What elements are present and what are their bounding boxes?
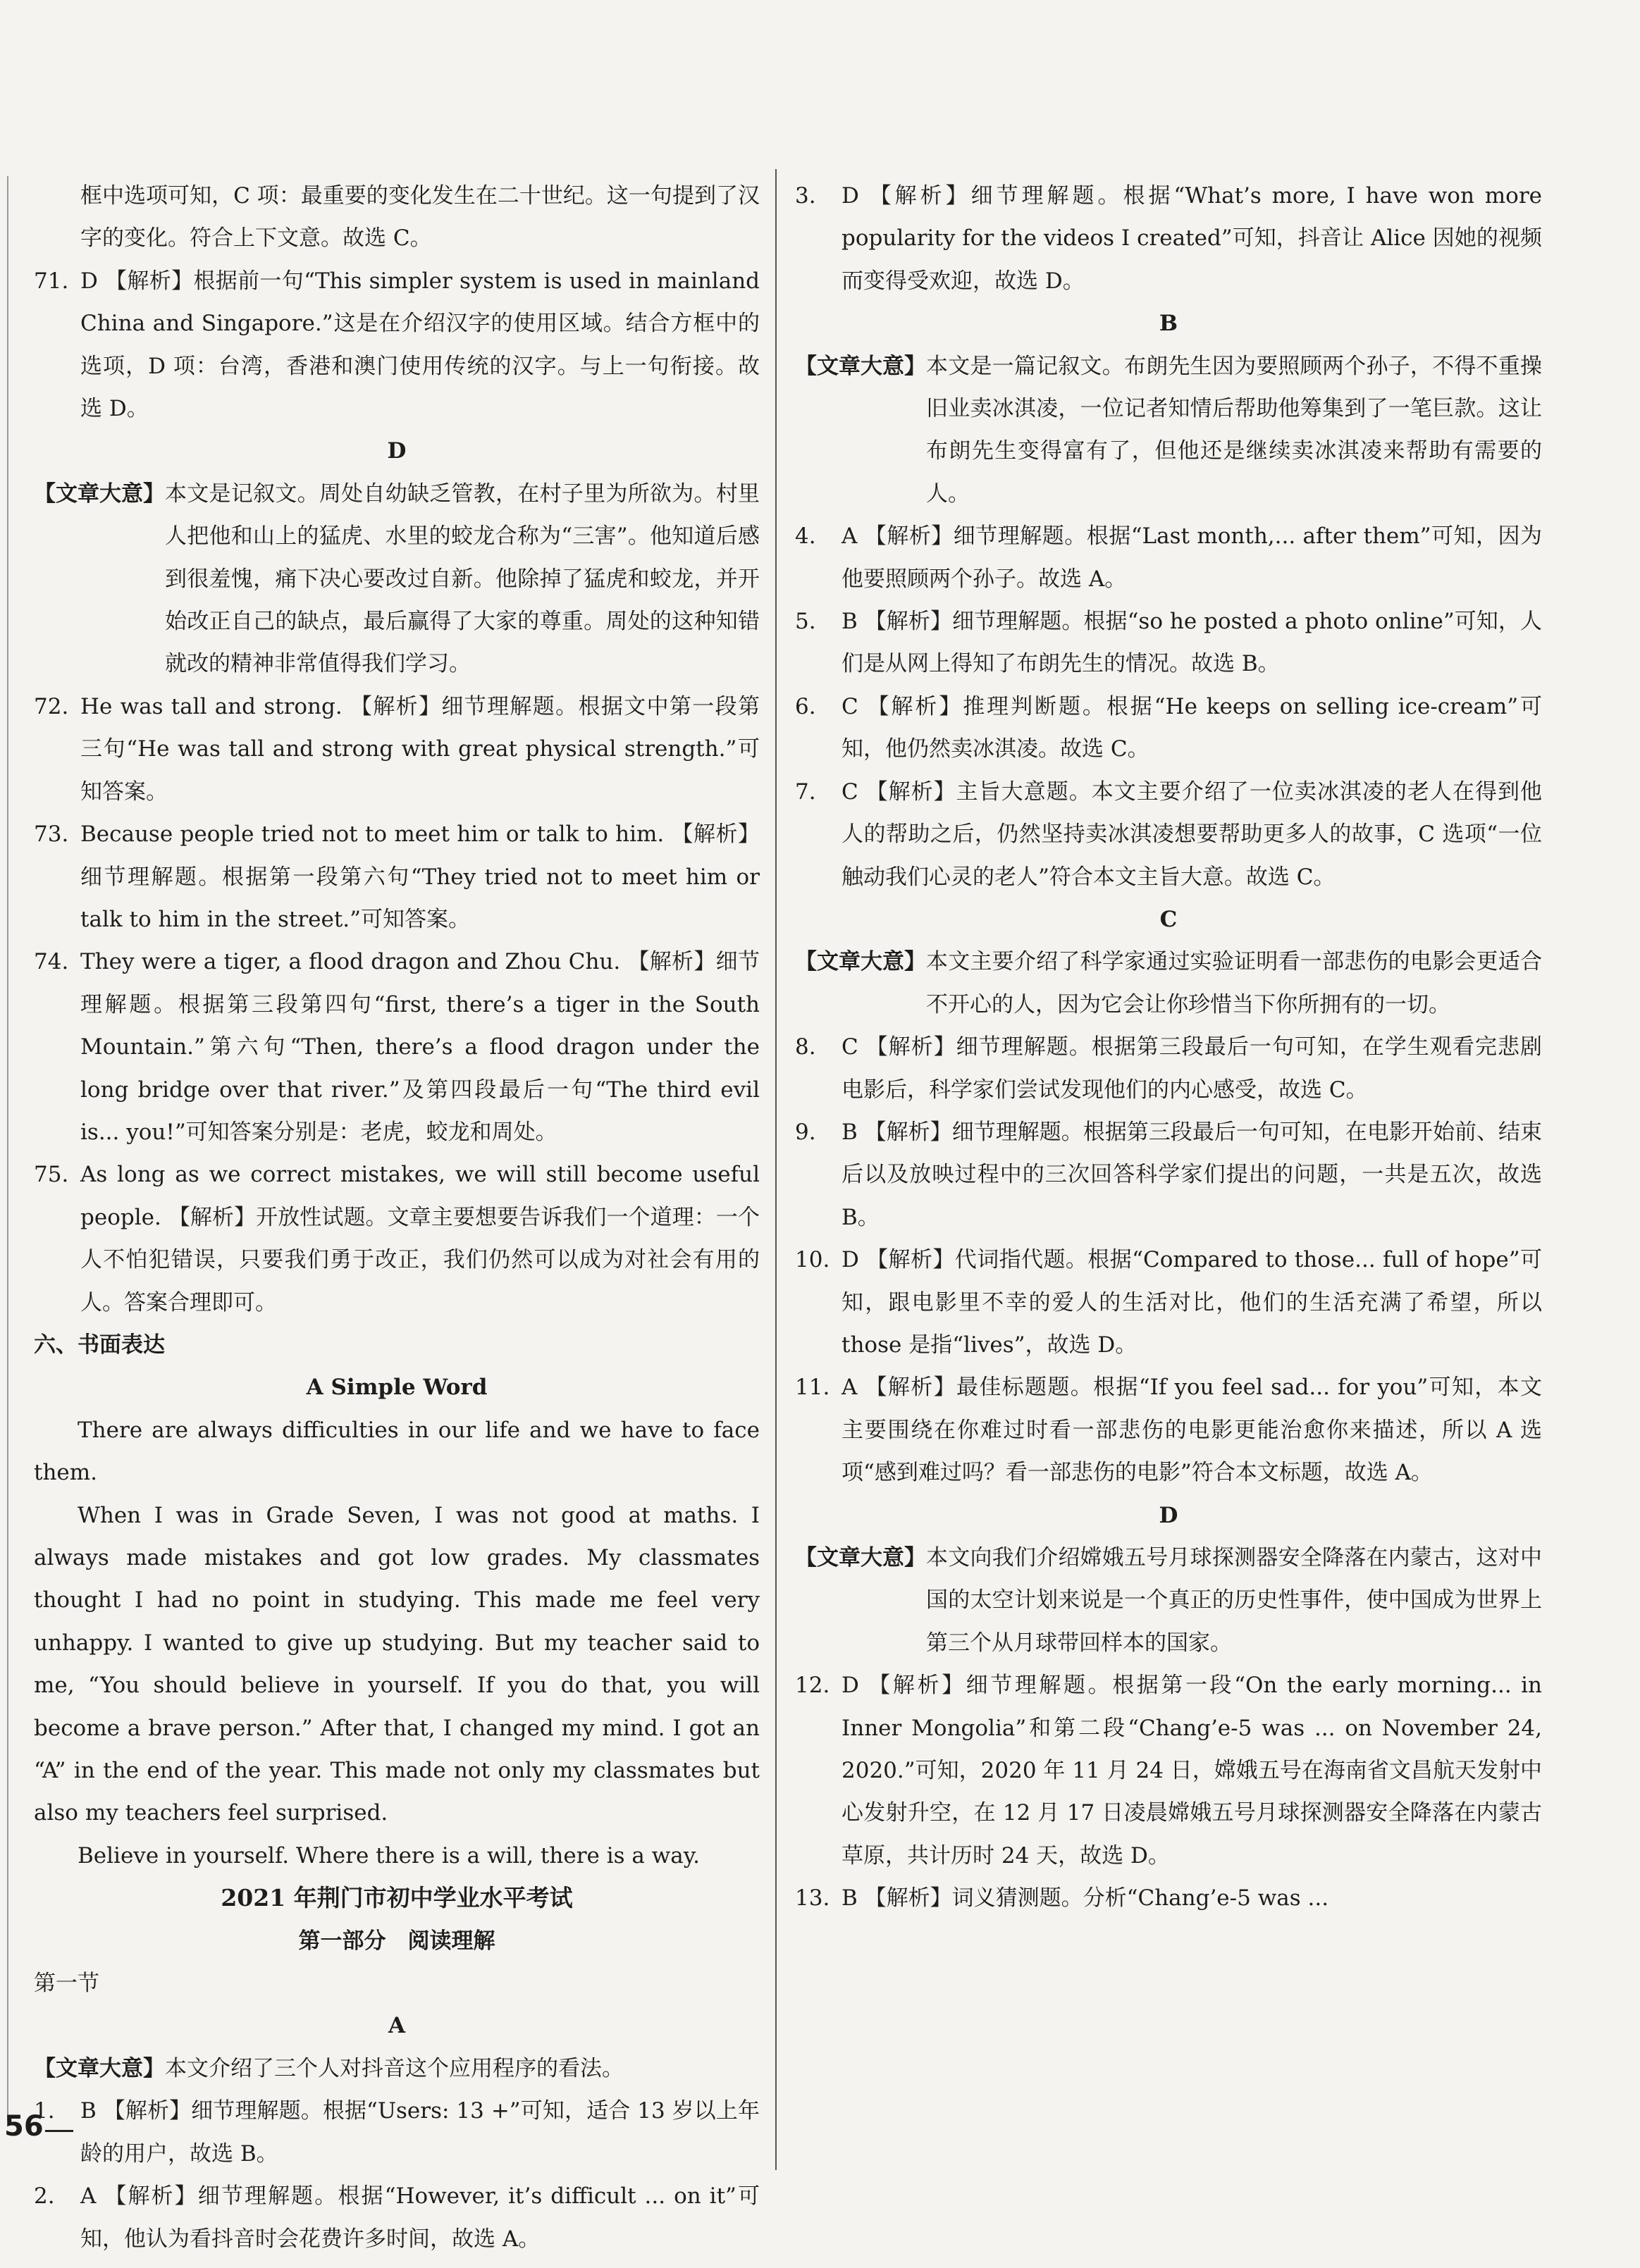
q70-continuation: 框中选项可知，C 项：最重要的变化发生在二十世纪。这一句提到了汉字的变化。符合上下文意。故选 C。 — [80, 183, 760, 252]
right-column — [795, 175, 1542, 1920]
essay-paragraph: When I was in Grade Seven, I was not good at maths. I always made mistakes and got low grades. My classmates thought I had no point in studying. This made me feel very unhappy. I wanted to give up studying. But my teacher said to me, “You should believe in yourself. If you do that, you will become a brave person.” After that, I changed my mind. I got an “A” in the end of the year. This made not only my classmates but also my teachers feel surprised. — [34, 1502, 760, 1826]
left-column — [34, 175, 760, 2260]
answer-number: 1. — [34, 2098, 55, 2124]
answer-72 — [34, 686, 760, 813]
answer-text: Because people tried not to meet him or talk to him. 【解析】细节理解题。根据第一段第六句“They tried not to meet him or talk to him in the street.”可知答案。 — [80, 822, 760, 932]
answer-number: 73. — [34, 822, 69, 848]
part-heading: 第一部分 阅读理解 — [298, 1928, 495, 1954]
answer-text: He was tall and strong. 【解析】细节理解题。根据文中第一段第三句“He was tall and strong with great physical strength.”可知答案。 — [80, 693, 760, 805]
answer-73 — [34, 813, 760, 941]
summary-a — [34, 2047, 760, 2090]
answer-text: B 【解析】细节理解题。根据“Users: 13 +”可知，适合 13 岁以上年龄的用户，故选 B。 — [80, 2098, 760, 2167]
answer-number: 74. — [34, 949, 69, 975]
section-heading-writing: 六、书面表达 — [34, 1332, 165, 1358]
answer-9 — [795, 1111, 1542, 1239]
summary-label: 【文章大意】 — [34, 481, 165, 507]
answer-number: 7. — [795, 779, 816, 805]
answer-2 — [34, 2175, 760, 2260]
column-divider — [775, 169, 777, 2170]
summary-label: 【文章大意】 — [795, 353, 926, 379]
summary-text: 本文向我们介绍嫦娥五号月球探测器安全降落在内蒙古，这对中国的太空计划来说是一个真正的历史性事件，使中国成为世界上第三个从月球带回样本的国家。 — [926, 1545, 1542, 1656]
answer-71 — [34, 260, 760, 430]
answer-text: B 【解析】细节理解题。根据第三段最后一句可知，在电影开始前、结束后以及放映过程中的三次回答科学家们提出的问题，一共是五次，故选 B。 — [841, 1119, 1542, 1230]
answer-number: 6. — [795, 693, 816, 719]
answer-number: 4. — [795, 523, 816, 550]
summary-d2 — [795, 1537, 1542, 1664]
answer-number: 10. — [795, 1247, 830, 1273]
answer-text: As long as we correct mistakes, we will still become useful people. 【解析】开放性试题。文章主要想要告诉我们一个道理：一个人不怕犯错误，只要我们勇于改正，我们仍然可以成为对社会有用的人。答案合理即可。 — [80, 1162, 760, 1315]
answer-text: D 【解析】细节理解题。根据“What’s more, I have won more popularity for the videos I created”可知，抖音让 Alice 因她的视频而变得受欢迎，故选 D。 — [841, 183, 1542, 294]
answer-text: C 【解析】推理判断题。根据“He keeps on selling ice-cream”可知，他仍然卖冰淇凌。故选 C。 — [841, 693, 1542, 762]
answer-7 — [795, 771, 1542, 898]
passage-heading-a: A — [388, 2013, 406, 2039]
passage-heading-b: B — [1159, 311, 1178, 337]
essay-title: A Simple Word — [306, 1375, 488, 1401]
answer-text: C 【解析】主旨大意题。本文主要介绍了一位卖冰淇凌的老人在得到他人的帮助之后，仍然坚持卖冰淇凌想要帮助更多人的故事，C 选项“一位触动我们心灵的老人”符合本文主旨大意。故选 C。 — [841, 779, 1542, 890]
answer-number: 5. — [795, 609, 816, 635]
answer-number: 3. — [795, 183, 816, 209]
answer-number: 8. — [795, 1034, 816, 1060]
answer-text: D 【解析】细节理解题。根据第一段“On the early morning... in Inner Mongolia”和第二段“Chang’e-5 was ... on November 24, 2020.”可知，2020 年 11 月 24 日，嫦娥五号在海南省文昌航天发射中心发射升空，在 12 月 17 日凌晨嫦娥五号月球探测器安全降落在内蒙古草原，共计历时 24 天，故选 D。 — [841, 1673, 1542, 1869]
answer-number: 12. — [795, 1673, 830, 1699]
answer-number: 13. — [795, 1885, 830, 1911]
summary-text: 本文是一篇记叙文。布朗先生因为要照顾两个孙子，不得不重操旧业卖冰淇凌，一位记者知情后帮助他筹集到了一笔巨款。这让布朗先生变得富有了，但他还是继续卖冰淇凌来帮助有需要的人。 — [926, 353, 1542, 507]
exam-title: 2021 年荆门市初中学业水平考试 — [221, 1884, 573, 1912]
answer-number: 11. — [795, 1375, 830, 1401]
answer-text: D 【解析】代词指代题。根据“Compared to those... full of hope”可知，跟电影里不幸的爱人的生活对比，他们的生活充满了希望，所以 those 是指“lives”，故选 D。 — [841, 1247, 1542, 1358]
section-heading: 第一节 — [34, 1971, 99, 1997]
summary-c — [795, 941, 1542, 1026]
answer-75 — [34, 1153, 760, 1324]
answer-13 — [795, 1877, 1542, 1919]
passage-heading-d2: D — [1159, 1502, 1178, 1528]
answer-number: 9. — [795, 1119, 816, 1145]
passage-heading-d: D — [387, 438, 407, 464]
summary-label: 【文章大意】 — [34, 2055, 165, 2081]
answer-number: 71. — [34, 268, 69, 294]
answer-text: B 【解析】词义猜测题。分析“Chang’e-5 was ... — [841, 1885, 1329, 1911]
answer-number: 72. — [34, 693, 69, 719]
answer-text: D 【解析】根据前一句“This simpler system is used in mainland China and Singapore.”这是在介绍汉字的使用区域。结合方框中的选项，D 项：台湾，香港和澳门使用传统的汉字。与上一句衔接。故选 D。 — [80, 268, 760, 422]
answer-text: A 【解析】细节理解题。根据“However, it’s difficult ... on it”可知，他认为看抖音时会花费许多时间，故选 A。 — [80, 2183, 760, 2252]
answer-text: A 【解析】最佳标题题。根据“If you feel sad... for you”可知，本文主要围绕在你难过时看一部悲伤的电影更能治愈你来描述，所以 A 选项“感到难过吗？看一部悲伤的电影”符合本文标题，故选 A。 — [841, 1375, 1542, 1486]
passage-heading-c: C — [1159, 906, 1178, 932]
summary-b — [795, 345, 1542, 516]
answer-5 — [795, 600, 1542, 686]
answer-4 — [795, 515, 1542, 600]
answer-1 — [34, 2090, 760, 2175]
answer-text: C 【解析】细节理解题。根据第三段最后一句可知，在学生观看完悲剧电影后，科学家们尝试发现他们的内心感受，故选 C。 — [841, 1034, 1542, 1103]
page-number-dash — [45, 2130, 73, 2132]
answer-10 — [795, 1239, 1542, 1366]
page-number: 56 — [4, 2110, 44, 2143]
answer-number: 2. — [34, 2183, 55, 2210]
essay-paragraph: Believe in yourself. Where there is a will, there is a way. — [78, 1842, 701, 1869]
answer-74 — [34, 941, 760, 1153]
answer-8 — [795, 1026, 1542, 1111]
summary-text: 本文是记叙文。周处自幼缺乏管教，在村子里为所欲为。村里人把他和山上的猛虎、水里的蛟龙合称为“三害”。他知道后感到很羞愧，痛下决心要改过自新。他除掉了猛虎和蛟龙，并开始改正自己的缺点，最后赢得了大家的尊重。周处的这种知错就改的精神非常值得我们学习。 — [165, 481, 760, 677]
answer-number: 75. — [34, 1162, 69, 1188]
answer-6 — [795, 686, 1542, 771]
summary-text: 本文主要介绍了科学家通过实验证明看一部悲伤的电影会更适合不开心的人，因为它会让你珍惜当下你所拥有的一切。 — [926, 949, 1542, 1017]
answer-text: B 【解析】细节理解题。根据“so he posted a photo online”可知，人们是从网上得知了布朗先生的情况。故选 B。 — [841, 609, 1542, 677]
answer-text: They were a tiger, a flood dragon and Zhou Chu. 【解析】细节理解题。根据第三段第四句“first, there’s a tiger in the South Mountain.”第六句“Then, there’s a flood dragon under the long bridge over that river.”及第四段最后一句“The third evil is... you!”可知答案分别是：老虎，蛟龙和周处。 — [80, 949, 760, 1145]
summary-text: 本文介绍了三个人对抖音这个应用程序的看法。 — [165, 2055, 624, 2081]
answer-11 — [795, 1366, 1542, 1494]
summary-label: 【文章大意】 — [795, 1545, 926, 1570]
essay-paragraph: There are always difficulties in our life and we have to face them. — [34, 1417, 760, 1486]
answer-text: A 【解析】细节理解题。根据“Last month,... after them”可知，因为他要照顾两个孙子。故选 A。 — [841, 523, 1542, 592]
page-edge-line — [7, 176, 8, 2121]
answer-12 — [795, 1664, 1542, 1877]
answer-3 — [795, 175, 1542, 302]
summary-d — [34, 473, 760, 686]
summary-label: 【文章大意】 — [795, 949, 926, 975]
